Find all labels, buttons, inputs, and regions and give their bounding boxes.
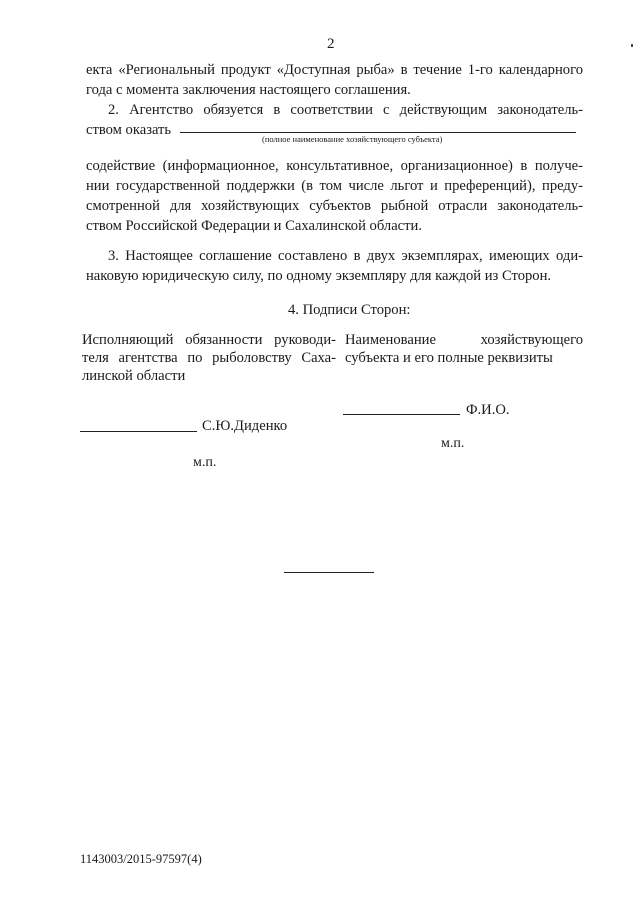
entity-name-caption: (полное наименование хозяйствующего субъекта) xyxy=(262,134,443,144)
para3-line1: 3. Настоящее соглашение составлено в двух экземплярах, имеющих оди- xyxy=(108,248,583,264)
left-party-line1: Исполняющий обязанности руководи- xyxy=(82,332,336,348)
para2-line5: смотренной для хозяйствующих субъектов рыбной отрасли законодатель- xyxy=(86,198,583,214)
end-separator-line xyxy=(284,572,374,573)
para1-line1: екта «Региональный продукт «Доступная рыба» в течение 1-го календарного xyxy=(86,62,583,78)
right-party-line2: субъекта и его полные реквизиты xyxy=(345,350,553,366)
para1-line2: года с момента заключения настоящего соглашения. xyxy=(86,82,411,98)
para2-line4: нии государственной поддержки (в том числе льгот и преференций), преду- xyxy=(86,178,583,194)
para3-line2: наковую юридическую силу, по одному экземпляру для каждой из Сторон. xyxy=(86,268,552,284)
document-code: 1143003/2015-97597(4) xyxy=(80,852,202,866)
scan-speck xyxy=(631,44,633,47)
para2-line1: 2. Агентство обязуется в соответствии с действующим законодатель- xyxy=(108,102,583,118)
para2-line6: ством Российской Федерации и Сахалинской области. xyxy=(86,218,422,234)
right-party-line1: Наименование хозяйствующего xyxy=(345,332,583,348)
left-stamp-label: м.п. xyxy=(193,455,217,470)
entity-name-blank-line xyxy=(180,132,576,133)
right-signer-name: Ф.И.О. xyxy=(466,402,510,418)
left-signer-name: С.Ю.Диденко xyxy=(202,418,288,434)
section-heading: 4. Подписи Сторон: xyxy=(288,302,411,318)
left-party-line3: линской области xyxy=(82,368,186,384)
page-number: 2 xyxy=(327,36,335,52)
right-signature-line xyxy=(343,414,460,415)
para2-line3: содействие (информационное, консультативное, организационное) в получе- xyxy=(86,158,583,174)
para2-line2: ством оказать xyxy=(86,122,172,138)
right-stamp-label: м.п. xyxy=(441,436,465,451)
left-party-line2: теля агентства по рыболовству Саха- xyxy=(82,350,336,366)
left-signature-line xyxy=(80,431,197,432)
